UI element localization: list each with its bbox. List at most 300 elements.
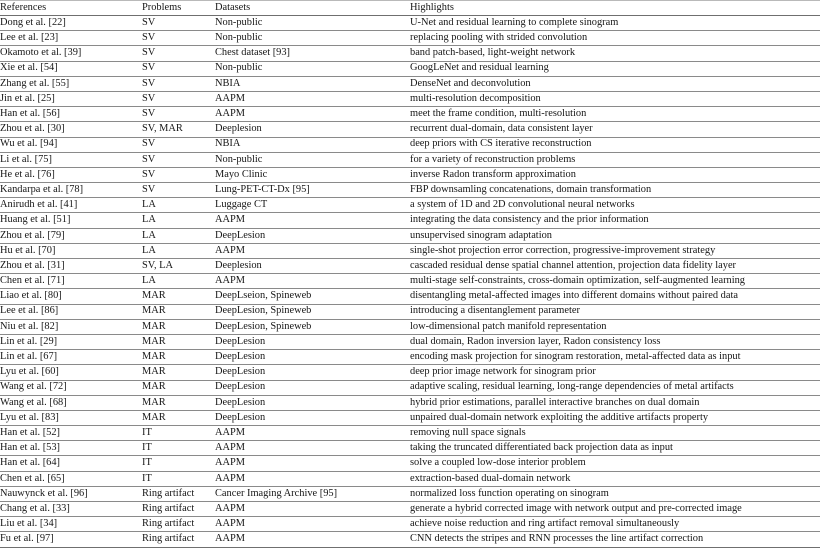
cell-problem	[142, 486, 215, 501]
cell-reference	[0, 350, 142, 365]
top-rule	[0, 0, 820, 1]
cell-problem	[142, 16, 215, 31]
cell-highlight	[410, 91, 820, 106]
cell-problem	[142, 152, 215, 167]
cell-highlight-text: solve a coupled low-dose interior problem	[410, 457, 586, 469]
cell-reference-text: Liao et al. [80]	[0, 290, 62, 302]
cell-dataset	[215, 167, 410, 182]
cell-reference-text: Jin et al. [25]	[0, 92, 55, 104]
cell-dataset	[215, 259, 410, 274]
cell-reference-text: Zhang et al. [55]	[0, 77, 70, 89]
cell-dataset	[215, 380, 410, 395]
table-row	[0, 198, 820, 213]
cell-highlight-text: a system of 1D and 2D convolutional neural networks	[410, 199, 635, 211]
table-row	[0, 137, 820, 152]
cell-highlight	[410, 365, 820, 380]
cell-dataset-text: Non-public	[215, 32, 263, 44]
cell-dataset-text: AAPM	[215, 533, 246, 545]
cell-dataset-text: DeepLesion	[215, 366, 266, 378]
cell-problem	[142, 365, 215, 380]
cell-highlight	[410, 122, 820, 137]
cell-dataset	[215, 395, 410, 410]
cell-problem	[142, 198, 215, 213]
table-row	[0, 380, 820, 395]
cell-problem	[142, 228, 215, 243]
cell-problem	[142, 167, 215, 182]
cell-reference-text: Han et al. [64]	[0, 457, 61, 469]
cell-highlight	[410, 517, 820, 532]
cell-problem-text: SV	[142, 16, 156, 28]
cell-problem-text: SV	[142, 47, 156, 59]
cell-reference	[0, 198, 142, 213]
cell-problem-text: Ring artifact	[142, 502, 195, 514]
cell-highlight-text: disentangling metal-affected images into different domains without paired data	[410, 290, 738, 302]
cell-problem	[142, 426, 215, 441]
cell-highlight	[410, 259, 820, 274]
cell-reference	[0, 243, 142, 258]
cell-reference	[0, 319, 142, 334]
cell-problem-text: Ring artifact	[142, 518, 195, 530]
cell-dataset-text: DeepLseion, Spineweb	[215, 290, 312, 302]
cell-problem	[142, 517, 215, 532]
cell-highlight-text: adaptive scaling, residual learning, long-range dependencies of metal artifacts	[410, 381, 734, 393]
cell-reference	[0, 471, 142, 486]
cell-reference-text: He et al. [76]	[0, 168, 55, 180]
cell-highlight	[410, 152, 820, 167]
cell-problem	[142, 441, 215, 456]
cell-problem	[142, 122, 215, 137]
cell-problem-text: SV	[142, 62, 156, 74]
cell-problem-text: SV, MAR	[142, 123, 183, 135]
cell-highlight	[410, 274, 820, 289]
cell-highlight-text: low-dimensional patch manifold representation	[410, 320, 607, 332]
table-row	[0, 319, 820, 334]
column-header-references: References	[0, 1, 142, 16]
cell-reference-text: Li et al. [75]	[0, 153, 52, 165]
cell-highlight	[410, 167, 820, 182]
table-header	[0, 1, 820, 16]
cell-highlight-text: FBP downsamling concatenations, domain transformation	[410, 183, 652, 195]
cell-highlight	[410, 456, 820, 471]
cell-dataset-text: AAPM	[215, 457, 246, 469]
cell-highlight-text: introducing a disentanglement parameter	[410, 305, 580, 317]
cell-highlight	[410, 46, 820, 61]
cell-problem	[142, 532, 215, 547]
cell-dataset	[215, 122, 410, 137]
cell-reference	[0, 517, 142, 532]
cell-highlight	[410, 441, 820, 456]
cell-problem	[142, 213, 215, 228]
cell-reference-text: Han et al. [53]	[0, 442, 61, 454]
table-row	[0, 228, 820, 243]
cell-reference	[0, 259, 142, 274]
cell-reference	[0, 334, 142, 349]
cell-highlight	[410, 183, 820, 198]
cell-dataset	[215, 426, 410, 441]
cell-dataset	[215, 16, 410, 31]
cell-reference-text: Wu et al. [94]	[0, 138, 58, 150]
table-row	[0, 61, 820, 76]
cell-problem-text: MAR	[142, 290, 166, 302]
table-row	[0, 441, 820, 456]
cell-highlight-text: deep prior image network for sinogram prior	[410, 366, 596, 378]
cell-dataset	[215, 532, 410, 547]
cell-reference-text: Han et al. [56]	[0, 108, 61, 120]
cell-reference	[0, 228, 142, 243]
table-row	[0, 122, 820, 137]
cell-dataset-text: Deeplesion	[215, 259, 262, 271]
cell-reference	[0, 456, 142, 471]
table-row	[0, 213, 820, 228]
cell-reference-text: Niu et al. [82]	[0, 320, 59, 332]
column-header-problems: Problems	[142, 1, 215, 16]
cell-problem	[142, 380, 215, 395]
cell-problem-text: SV	[142, 77, 156, 89]
cell-dataset	[215, 61, 410, 76]
cell-reference-text: Lyu et al. [83]	[0, 411, 59, 423]
cell-dataset	[215, 91, 410, 106]
cell-problem	[142, 471, 215, 486]
cell-reference-text: Okamoto et al. [39]	[0, 47, 82, 59]
table-row	[0, 304, 820, 319]
table-row	[0, 334, 820, 349]
cell-problem-text: MAR	[142, 305, 166, 317]
cell-reference	[0, 152, 142, 167]
cell-problem	[142, 350, 215, 365]
cell-dataset-text: Luggage CT	[215, 199, 268, 211]
cell-problem-text: MAR	[142, 320, 166, 332]
cell-dataset-text: Cancer Imaging Archive [95]	[215, 487, 338, 499]
cell-problem-text: SV	[142, 138, 156, 150]
cell-highlight	[410, 289, 820, 304]
table-row	[0, 16, 820, 31]
cell-problem	[142, 61, 215, 76]
cell-problem-text: MAR	[142, 396, 166, 408]
cell-reference	[0, 122, 142, 137]
cell-highlight-text: replacing pooling with strided convolution	[410, 32, 588, 44]
cell-dataset	[215, 289, 410, 304]
cell-problem-text: SV	[142, 108, 156, 120]
table-row	[0, 365, 820, 380]
cell-problem-text: MAR	[142, 411, 166, 423]
cell-dataset	[215, 76, 410, 91]
cell-problem-text: LA	[142, 229, 156, 241]
cell-problem	[142, 319, 215, 334]
cell-reference	[0, 380, 142, 395]
cell-highlight	[410, 471, 820, 486]
table-row	[0, 167, 820, 182]
cell-dataset	[215, 243, 410, 258]
cell-reference-text: Lyu et al. [60]	[0, 366, 59, 378]
cell-highlight-text: meet the frame condition, multi-resolution	[410, 108, 587, 120]
cell-reference	[0, 365, 142, 380]
cell-dataset-text: NBIA	[215, 138, 241, 150]
cell-dataset	[215, 107, 410, 122]
cell-problem	[142, 410, 215, 425]
cell-reference-text: Lee et al. [86]	[0, 305, 59, 317]
cell-problem-text: LA	[142, 199, 156, 211]
cell-dataset	[215, 137, 410, 152]
cell-problem	[142, 289, 215, 304]
cell-reference-text: Fu et al. [97]	[0, 533, 54, 545]
cell-highlight	[410, 198, 820, 213]
cell-dataset	[215, 350, 410, 365]
cell-reference-text: Liu et al. [34]	[0, 518, 58, 530]
table-row	[0, 46, 820, 61]
cell-highlight-text: extraction-based dual-domain network	[410, 472, 571, 484]
cell-highlight-text: inverse Radon transform approximation	[410, 168, 576, 180]
cell-dataset-text: AAPM	[215, 518, 246, 530]
table-row	[0, 502, 820, 517]
table-row	[0, 243, 820, 258]
cell-dataset	[215, 456, 410, 471]
cell-reference-text: Chen et al. [65]	[0, 472, 65, 484]
cell-reference	[0, 426, 142, 441]
cell-dataset	[215, 502, 410, 517]
cell-highlight-text: band patch-based, light-weight network	[410, 47, 576, 59]
cell-reference	[0, 213, 142, 228]
cell-reference	[0, 486, 142, 501]
cell-reference	[0, 91, 142, 106]
cell-dataset-text: AAPM	[215, 426, 246, 438]
cell-reference-text: Chen et al. [71]	[0, 275, 65, 287]
cell-dataset-text: Non-public	[215, 62, 263, 74]
cell-dataset-text: DeepLesion	[215, 229, 266, 241]
cell-problem-text: MAR	[142, 366, 166, 378]
cell-problem-text: SV, LA	[142, 259, 173, 271]
cell-problem	[142, 502, 215, 517]
cell-highlight-text: multi-resolution decomposition	[410, 92, 541, 104]
table-row	[0, 456, 820, 471]
cell-highlight	[410, 334, 820, 349]
cell-dataset-text: DeepLesion	[215, 351, 266, 363]
cell-problem-text: Ring artifact	[142, 487, 195, 499]
cell-reference-text: Zhou et al. [79]	[0, 229, 65, 241]
cell-highlight	[410, 228, 820, 243]
cell-highlight-text: hybrid prior estimations, parallel interactive branches on dual domain	[410, 396, 700, 408]
cell-dataset-text: AAPM	[215, 244, 246, 256]
cell-reference-text: Wang et al. [72]	[0, 381, 67, 393]
cell-highlight-text: GoogLeNet and residual learning	[410, 62, 549, 74]
table-row	[0, 350, 820, 365]
cell-highlight-text: removing null space signals	[410, 426, 526, 438]
cell-dataset-text: Mayo Clinic	[215, 168, 268, 180]
cell-dataset	[215, 319, 410, 334]
cell-dataset	[215, 31, 410, 46]
cell-problem-text: IT	[142, 457, 152, 469]
cell-reference	[0, 532, 142, 547]
cell-dataset-text: AAPM	[215, 92, 246, 104]
cell-problem	[142, 274, 215, 289]
cell-highlight-text: U-Net and residual learning to complete sinogram	[410, 16, 619, 28]
cell-highlight	[410, 107, 820, 122]
cell-dataset-text: AAPM	[215, 502, 246, 514]
cell-dataset	[215, 441, 410, 456]
cell-highlight	[410, 350, 820, 365]
cell-problem-text: SV	[142, 32, 156, 44]
table-row	[0, 289, 820, 304]
cell-reference	[0, 76, 142, 91]
cell-dataset-text: Non-public	[215, 16, 263, 28]
cell-highlight-text: cascaded residual dense spatial channel attention, projection data fidelity layer	[410, 259, 737, 271]
cell-reference-text: Zhou et al. [31]	[0, 259, 65, 271]
cell-dataset-text: Non-public	[215, 153, 263, 165]
cell-dataset	[215, 410, 410, 425]
cell-dataset	[215, 183, 410, 198]
table-row	[0, 91, 820, 106]
cell-reference	[0, 137, 142, 152]
cell-dataset-text: AAPM	[215, 108, 246, 120]
table-row	[0, 76, 820, 91]
cell-reference-text: Lee et al. [23]	[0, 32, 59, 44]
cell-highlight	[410, 532, 820, 547]
cell-problem-text: IT	[142, 442, 152, 454]
cell-reference-text: Hu et al. [70]	[0, 244, 56, 256]
cell-problem	[142, 456, 215, 471]
cell-dataset-text: Lung-PET-CT-Dx [95]	[215, 183, 310, 195]
cell-highlight-text: dual domain, Radon inversion layer, Radon consistency loss	[410, 335, 661, 347]
cell-reference	[0, 16, 142, 31]
cell-dataset	[215, 228, 410, 243]
cell-problem	[142, 31, 215, 46]
table-body	[0, 16, 820, 548]
cell-dataset	[215, 517, 410, 532]
cell-problem-text: SV	[142, 183, 156, 195]
column-header-datasets: Datasets	[215, 1, 410, 16]
cell-highlight-text: CNN detects the stripes and RNN processes the line artifact correction	[410, 533, 704, 545]
column-header-highlights: Highlights	[410, 1, 820, 16]
cell-highlight-text: normalized loss function operating on sinogram	[410, 487, 609, 499]
cell-highlight	[410, 304, 820, 319]
cell-dataset-text: DeepLesion	[215, 335, 266, 347]
cell-problem-text: MAR	[142, 335, 166, 347]
table-row	[0, 31, 820, 46]
cell-highlight	[410, 426, 820, 441]
cell-reference	[0, 289, 142, 304]
cell-dataset-text: DeepLesion	[215, 381, 266, 393]
cell-problem	[142, 259, 215, 274]
cell-reference	[0, 502, 142, 517]
cell-dataset-text: AAPM	[215, 275, 246, 287]
cell-dataset-text: AAPM	[215, 442, 246, 454]
cell-dataset	[215, 46, 410, 61]
cell-dataset-text: Chest dataset [93]	[215, 47, 291, 59]
cell-problem-text: LA	[142, 275, 156, 287]
cell-reference-text: Zhou et al. [30]	[0, 123, 65, 135]
cell-reference	[0, 31, 142, 46]
cell-reference	[0, 441, 142, 456]
cell-problem	[142, 183, 215, 198]
cell-reference-text: Wang et al. [68]	[0, 396, 67, 408]
cell-highlight-text: unsupervised sinogram adaptation	[410, 229, 552, 241]
cell-dataset-text: NBIA	[215, 77, 241, 89]
cell-problem-text: Ring artifact	[142, 533, 195, 545]
cell-highlight	[410, 410, 820, 425]
cell-highlight-text: integrating the data consistency and the prior information	[410, 214, 649, 226]
cell-problem	[142, 76, 215, 91]
cell-highlight	[410, 319, 820, 334]
cell-reference-text: Lin et al. [67]	[0, 351, 58, 363]
cell-highlight	[410, 16, 820, 31]
cell-highlight-text: encoding mask projection for sinogram restoration, metal-affected data as input	[410, 351, 741, 363]
cell-dataset-text: Deeplesion	[215, 123, 262, 135]
cell-reference-text: Xie et al. [54]	[0, 62, 58, 74]
cell-highlight-text: recurrent dual-domain, data consistent layer	[410, 123, 593, 135]
cell-dataset-text: AAPM	[215, 214, 246, 226]
table-row	[0, 532, 820, 547]
cell-highlight	[410, 31, 820, 46]
cell-highlight-text: achieve noise reduction and ring artifact removal simultaneously	[410, 518, 680, 530]
cell-dataset-text: DeepLesion	[215, 411, 266, 423]
cell-reference	[0, 304, 142, 319]
cell-highlight	[410, 395, 820, 410]
cell-highlight	[410, 486, 820, 501]
cell-problem	[142, 395, 215, 410]
cell-dataset	[215, 274, 410, 289]
cell-reference-text: Lin et al. [29]	[0, 335, 58, 347]
table-row	[0, 517, 820, 532]
cell-problem-text: SV	[142, 168, 156, 180]
cell-dataset	[215, 471, 410, 486]
cell-highlight-text: multi-stage self-constraints, cross-domain optimization, self-augmented learning	[410, 275, 746, 287]
cell-dataset	[215, 213, 410, 228]
cell-dataset	[215, 486, 410, 501]
cell-dataset-text: AAPM	[215, 472, 246, 484]
table-row	[0, 274, 820, 289]
cell-reference	[0, 107, 142, 122]
cell-dataset	[215, 365, 410, 380]
cell-highlight	[410, 213, 820, 228]
cell-dataset	[215, 334, 410, 349]
cell-highlight-text: taking the truncated differentiated back projection data as input	[410, 442, 673, 454]
table-row	[0, 152, 820, 167]
cell-problem	[142, 46, 215, 61]
cell-highlight-text: DenseNet and deconvolution	[410, 77, 531, 89]
cell-highlight-text: single-shot projection error correction, progressive-improvement strategy	[410, 244, 716, 256]
cell-highlight-text: for a variety of reconstruction problems	[410, 153, 576, 165]
cell-problem-text: SV	[142, 153, 156, 165]
cell-highlight-text: deep priors with CS iterative reconstruction	[410, 138, 592, 150]
cell-dataset-text: DeepLesion	[215, 396, 266, 408]
cell-reference-text: Chang et al. [33]	[0, 502, 70, 514]
cell-reference	[0, 395, 142, 410]
cell-dataset	[215, 304, 410, 319]
cell-highlight-text: generate a hybrid corrected image with network output and pre-corrected image	[410, 502, 742, 514]
header-row	[0, 1, 820, 16]
cell-highlight	[410, 243, 820, 258]
table-row	[0, 426, 820, 441]
cell-dataset	[215, 152, 410, 167]
cell-reference-text: Nauwynck et al. [96]	[0, 487, 88, 499]
cell-reference	[0, 61, 142, 76]
cell-reference	[0, 167, 142, 182]
table-row	[0, 395, 820, 410]
cell-highlight	[410, 502, 820, 517]
cell-problem	[142, 137, 215, 152]
table-row	[0, 259, 820, 274]
cell-problem	[142, 304, 215, 319]
cell-reference	[0, 274, 142, 289]
cell-problem-text: SV	[142, 92, 156, 104]
cell-problem-text: MAR	[142, 381, 166, 393]
table-row	[0, 471, 820, 486]
cell-problem-text: LA	[142, 244, 156, 256]
cell-reference-text: Dong et al. [22]	[0, 16, 66, 28]
cell-problem-text: LA	[142, 214, 156, 226]
cell-highlight	[410, 61, 820, 76]
table-row	[0, 410, 820, 425]
cell-problem-text: MAR	[142, 351, 166, 363]
